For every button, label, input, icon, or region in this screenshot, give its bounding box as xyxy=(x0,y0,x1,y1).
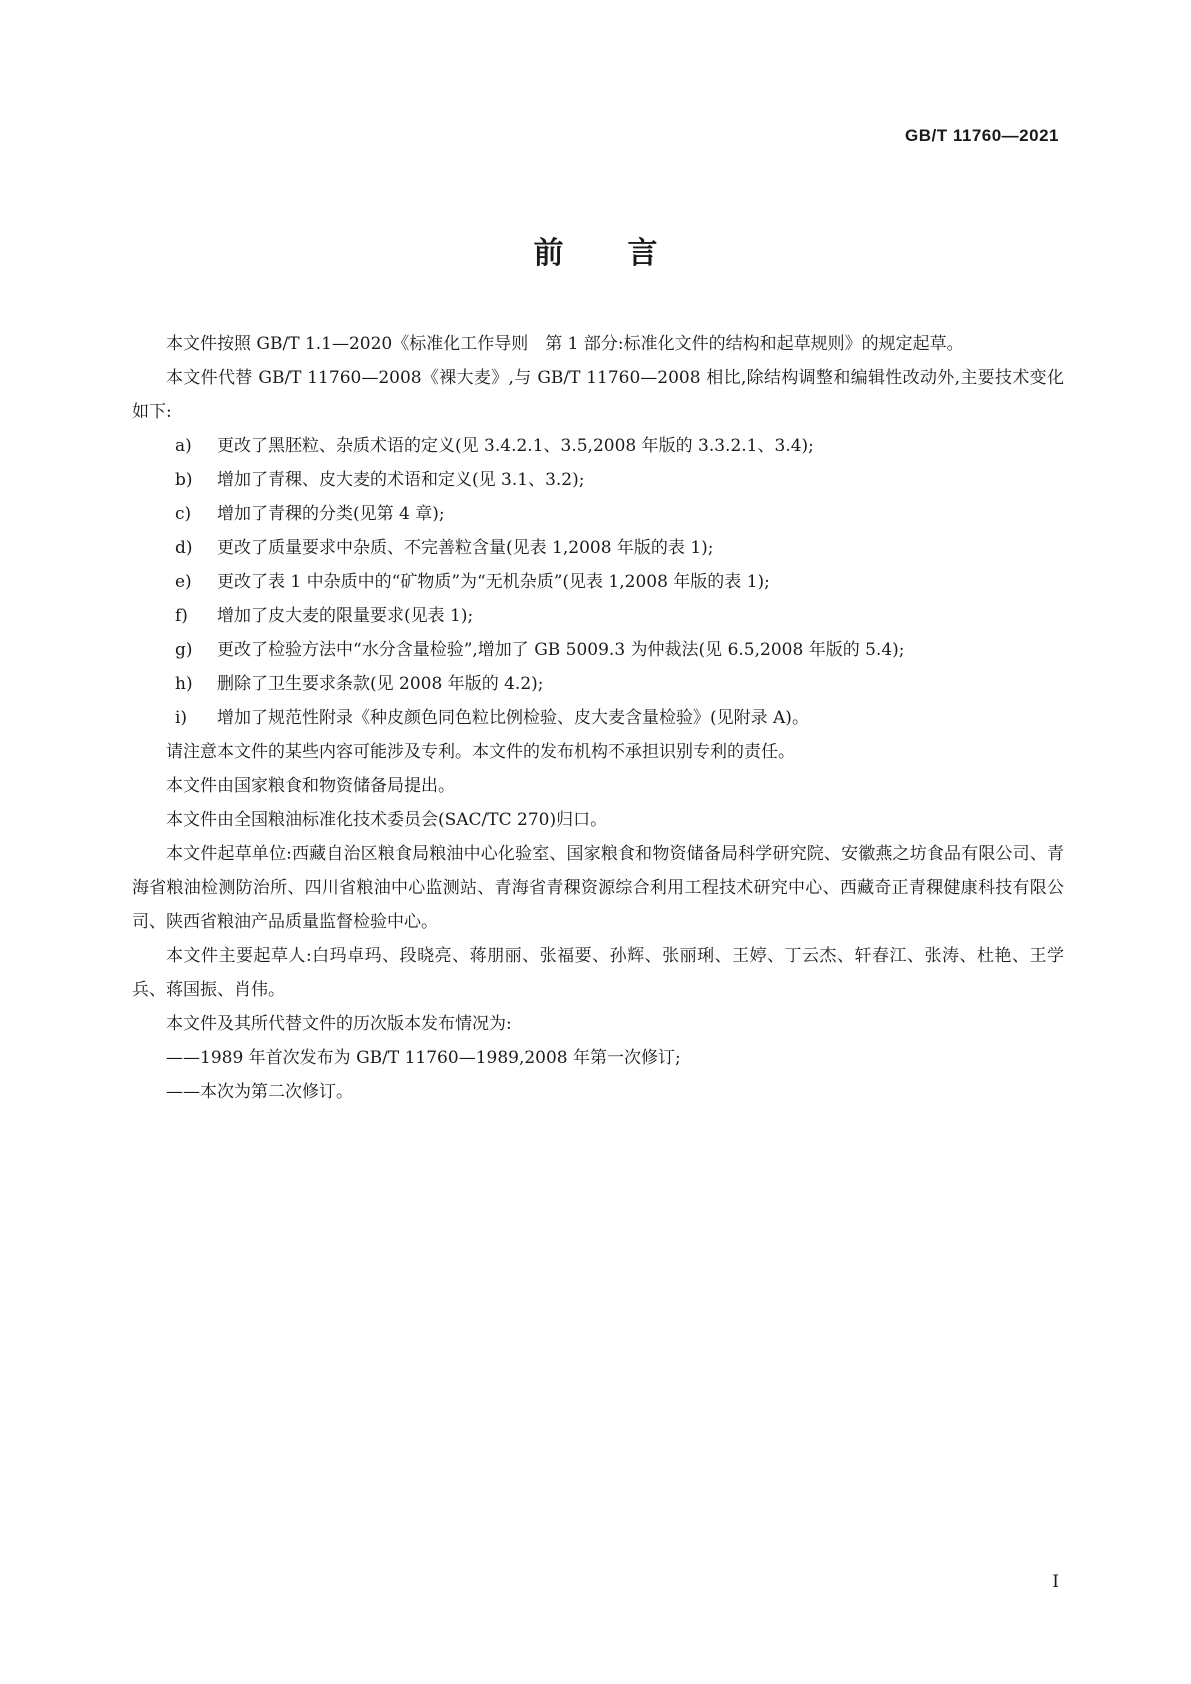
foreword-body xyxy=(132,327,1064,1109)
list-item-label: g) xyxy=(175,640,193,660)
paragraph-drafting-rules: 本文件按照 GB/T 1.1—2020《标准化工作导则 第 1 部分:标准化文件的结构和起草规则》的规定起草。 xyxy=(166,334,964,354)
list-item xyxy=(132,429,1064,463)
history-item: ——1989 年首次发布为 GB/T 11760—1989,2008 年第一次修订; xyxy=(166,1048,681,1068)
list-item-label: h) xyxy=(175,674,193,694)
list-item-label: f) xyxy=(175,606,188,626)
list-item xyxy=(132,463,1064,497)
list-item xyxy=(132,667,1064,701)
title-char-2: 言 xyxy=(627,236,658,271)
list-item-text: 增加了青稞的分类(见第 4 章); xyxy=(217,504,445,524)
list-item-text: 增加了规范性附录《种皮颜色同色粒比例检验、皮大麦含量检验》(见附录 A)。 xyxy=(217,708,809,728)
list-item xyxy=(132,701,1064,735)
list-item-label: e) xyxy=(175,572,192,592)
list-item-text: 增加了皮大麦的限量要求(见表 1); xyxy=(217,606,474,626)
paragraph-history-intro: 本文件及其所代替文件的历次版本发布情况为: xyxy=(166,1014,512,1034)
list-item xyxy=(132,565,1064,599)
paragraph-patent: 请注意本文件的某些内容可能涉及专利。本文件的发布机构不承担识别专利的责任。 xyxy=(166,742,795,762)
list-item-text: 更改了检验方法中“水分含量检验”,增加了 GB 5009.3 为仲裁法(见 6.5,2008 年版的 5.4); xyxy=(217,640,905,660)
list-item-label: c) xyxy=(175,504,192,524)
paragraph-replacement: 本文件代替 GB/T 11760—2008《裸大麦》,与 GB/T 11760—2008 相比,除结构调整和编辑性改动外,主要技术变化如下: xyxy=(132,368,1064,422)
paragraph-drafters: 本文件主要起草人:白玛卓玛、段晓亮、蒋朋丽、张福要、孙辉、张丽琍、王婷、丁云杰、轩春江、张涛、杜艳、王学兵、蒋国振、肖伟。 xyxy=(132,946,1064,1000)
list-item-text: 增加了青稞、皮大麦的术语和定义(见 3.1、3.2); xyxy=(217,470,585,490)
history-item: ——本次为第二次修订。 xyxy=(166,1082,353,1102)
list-item xyxy=(132,599,1064,633)
title-char-1: 前 xyxy=(533,236,564,271)
list-item-text: 更改了表 1 中杂质中的“矿物质”为“无机杂质”(见表 1,2008 年版的表 1); xyxy=(217,572,770,592)
paragraph-drafting-units: 本文件起草单位:西藏自治区粮食局粮油中心化验室、国家粮食和物资储备局科学研究院、安徽燕之坊食品有限公司、青海省粮油检测防治所、四川省粮油中心监测站、青海省青稞资源综合利用工程技术研究中心、西藏奇正青稞健康科技有限公司、陕西省粮油产品质量监督检验中心。 xyxy=(132,844,1064,932)
paragraph-centralizer: 本文件由全国粮油标准化技术委员会(SAC/TC 270)归口。 xyxy=(166,810,608,830)
list-item-text: 更改了黑胚粒、杂质术语的定义(见 3.4.2.1、3.5,2008 年版的 3.3.2.1、3.4); xyxy=(217,436,814,456)
paragraph-proposer: 本文件由国家粮食和物资储备局提出。 xyxy=(166,776,455,796)
list-item-label: i) xyxy=(175,708,188,728)
list-item xyxy=(132,633,1064,667)
page-title xyxy=(0,228,1191,272)
list-item-label: b) xyxy=(175,470,193,490)
page-number: I xyxy=(1052,1572,1059,1592)
list-item xyxy=(132,497,1064,531)
list-item-text: 更改了质量要求中杂质、不完善粒含量(见表 1,2008 年版的表 1); xyxy=(217,538,714,558)
list-item-text: 删除了卫生要求条款(见 2008 年版的 4.2); xyxy=(217,674,544,694)
list-item xyxy=(132,531,1064,565)
list-item-label: a) xyxy=(175,436,192,456)
standard-code: GB/T 11760—2021 xyxy=(905,126,1059,145)
list-item-label: d) xyxy=(175,538,193,558)
